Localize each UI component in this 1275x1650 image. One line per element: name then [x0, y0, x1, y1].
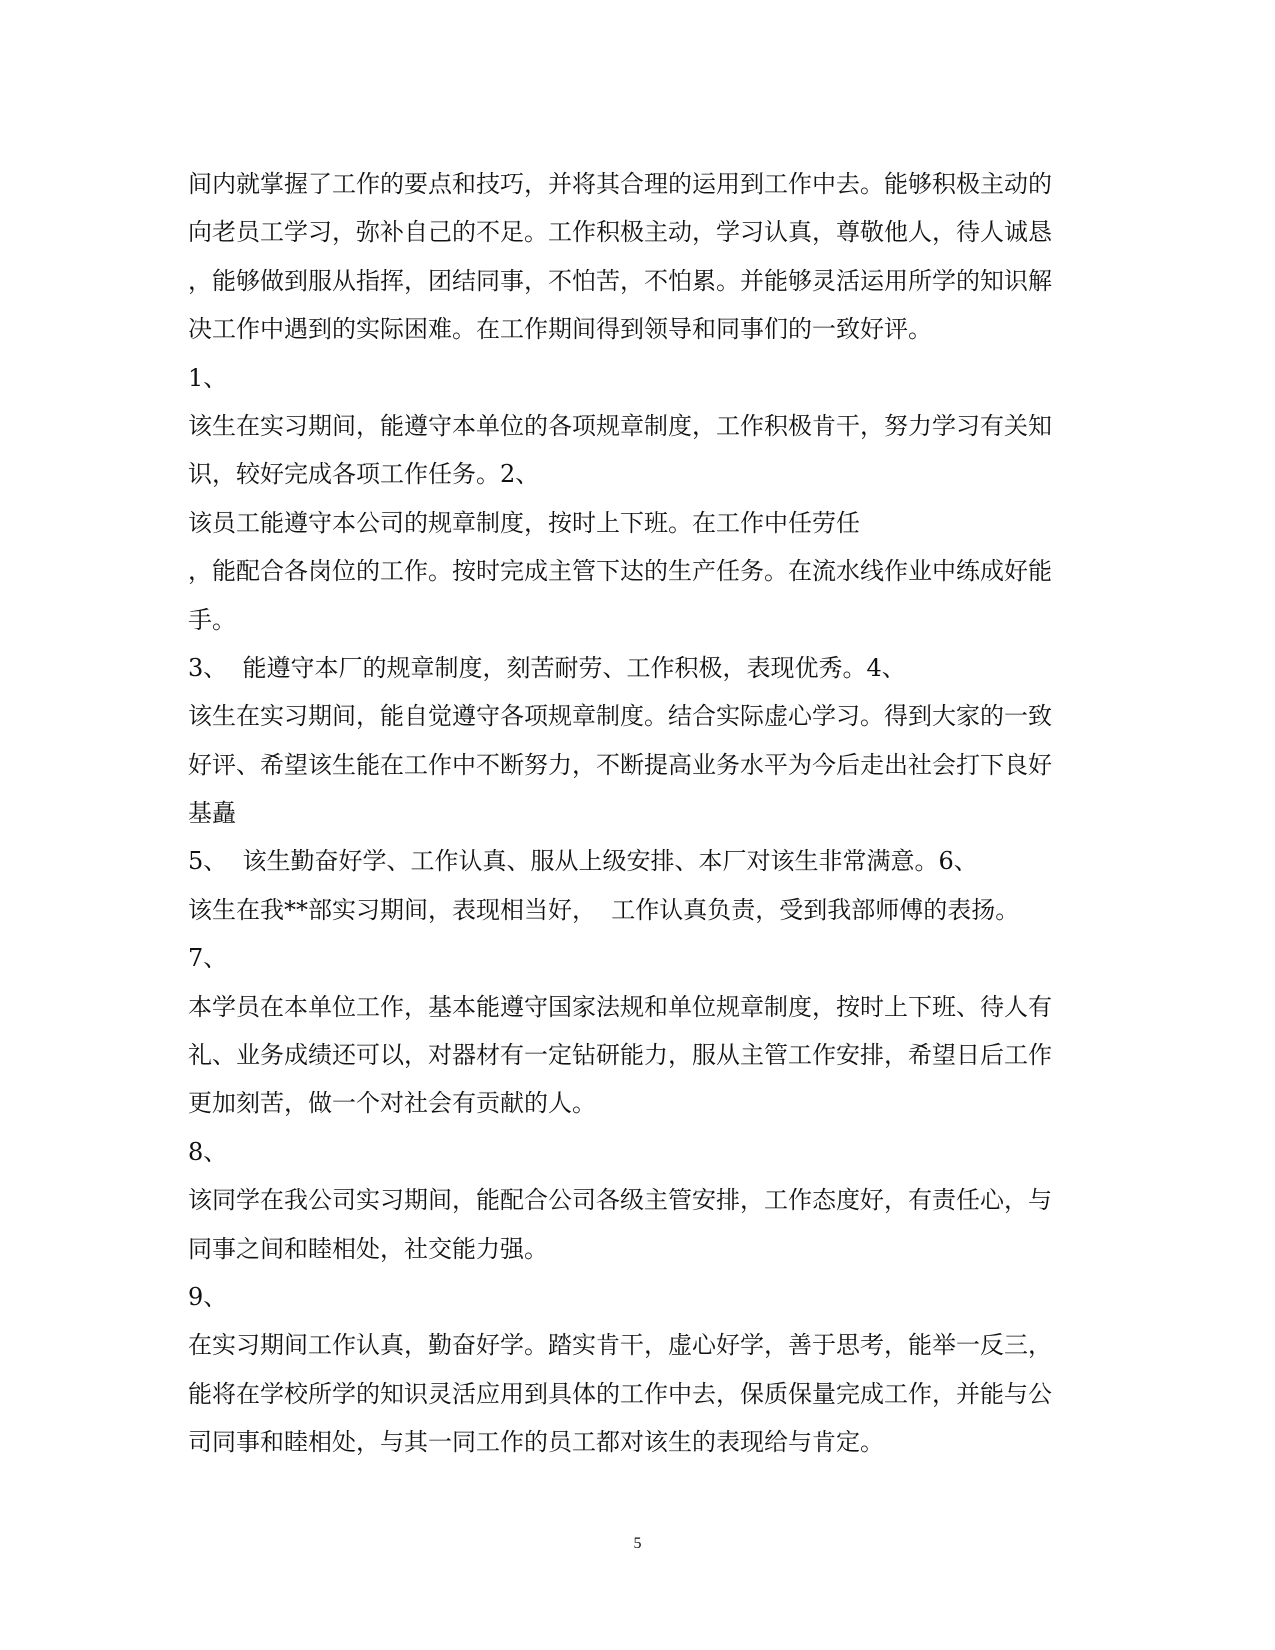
text-line: 3、 能遵守本厂的规章制度，刻苦耐劳、工作积极，表现优秀。4、 [188, 653, 906, 682]
item-number: 9、 [188, 1282, 228, 1311]
item-number: 1、 [188, 363, 228, 392]
text-line: 该生在实习期间，能遵守本单位的各项规章制度，工作积极肯干，努力学习有关知 [188, 411, 1052, 440]
text-line: 本学员在本单位工作，基本能遵守国家法规和单位规章制度，按时上下班、待人有 [188, 992, 1052, 1021]
text-line: 5、 该生勤奋好学、工作认真、服从上级安排、本厂对该生非常满意。6、 [188, 847, 978, 876]
text-line: 该生在我**部实习期间，表现相当好， 工作认真负责，受到我部师傅的表扬。 [188, 895, 1020, 924]
text-line: 更加刻苦，做一个对社会有贡献的人。 [188, 1089, 596, 1118]
page-number: 5 [633, 1535, 642, 1552]
item-number: 8、 [188, 1137, 228, 1166]
text-line: 识，较好完成各项工作任务。2、 [188, 460, 540, 489]
text-line: 礼、业务成绩还可以，对器材有一定钻研能力，服从主管工作安排，希望日后工作 [188, 1041, 1052, 1070]
text-line: ，能够做到服从指挥，团结同事，不怕苦，不怕累。并能够灵活运用所学的知识解 [188, 266, 1052, 295]
text-line: 在实习期间工作认真，勤奋好学。踏实肯干，虚心好学，善于思考，能举一反三， [188, 1331, 1052, 1360]
item-number: 7、 [188, 944, 228, 973]
text-line: 手。 [188, 605, 236, 634]
text-line: 能将在学校所学的知识灵活应用到具体的工作中去，保质保量完成工作，并能与公 [188, 1379, 1052, 1408]
text-line: 间内就掌握了工作的要点和技巧，并将其合理的运用到工作中去。能够积极主动的 [188, 170, 1052, 198]
text-line: 该生在实习期间，能自觉遵守各项规章制度。结合实际虚心学习。得到大家的一致 [188, 702, 1052, 731]
text-line: 该同学在我公司实习期间，能配合公司各级主管安排，工作态度好，有责任心，与 [188, 1186, 1052, 1215]
text-line: 基矗 [188, 799, 236, 828]
text-line: 决工作中遇到的实际困难。在工作期间得到领导和同事们的一致好评。 [188, 315, 932, 344]
text-line: 向老员工学习，弥补自己的不足。工作积极主动，学习认真，尊敬他人，待人诚恳 [188, 218, 1052, 247]
text-line: 好评、希望该生能在工作中不断努力，不断提高业务水平为今后走出社会打下良好 [188, 750, 1052, 779]
text-line: ，能配合各岗位的工作。按时完成主管下达的生产任务。在流水线作业中练成好能 [188, 557, 1052, 586]
text-line: 司同事和睦相处，与其一同工作的员工都对该生的表现给与肯定。 [188, 1428, 884, 1457]
text-line: 同事之间和睦相处，社交能力强。 [188, 1234, 548, 1263]
text-line: 该员工能遵守本公司的规章制度，按时上下班。在工作中任劳任 [188, 508, 860, 537]
document-body [188, 160, 1088, 1467]
